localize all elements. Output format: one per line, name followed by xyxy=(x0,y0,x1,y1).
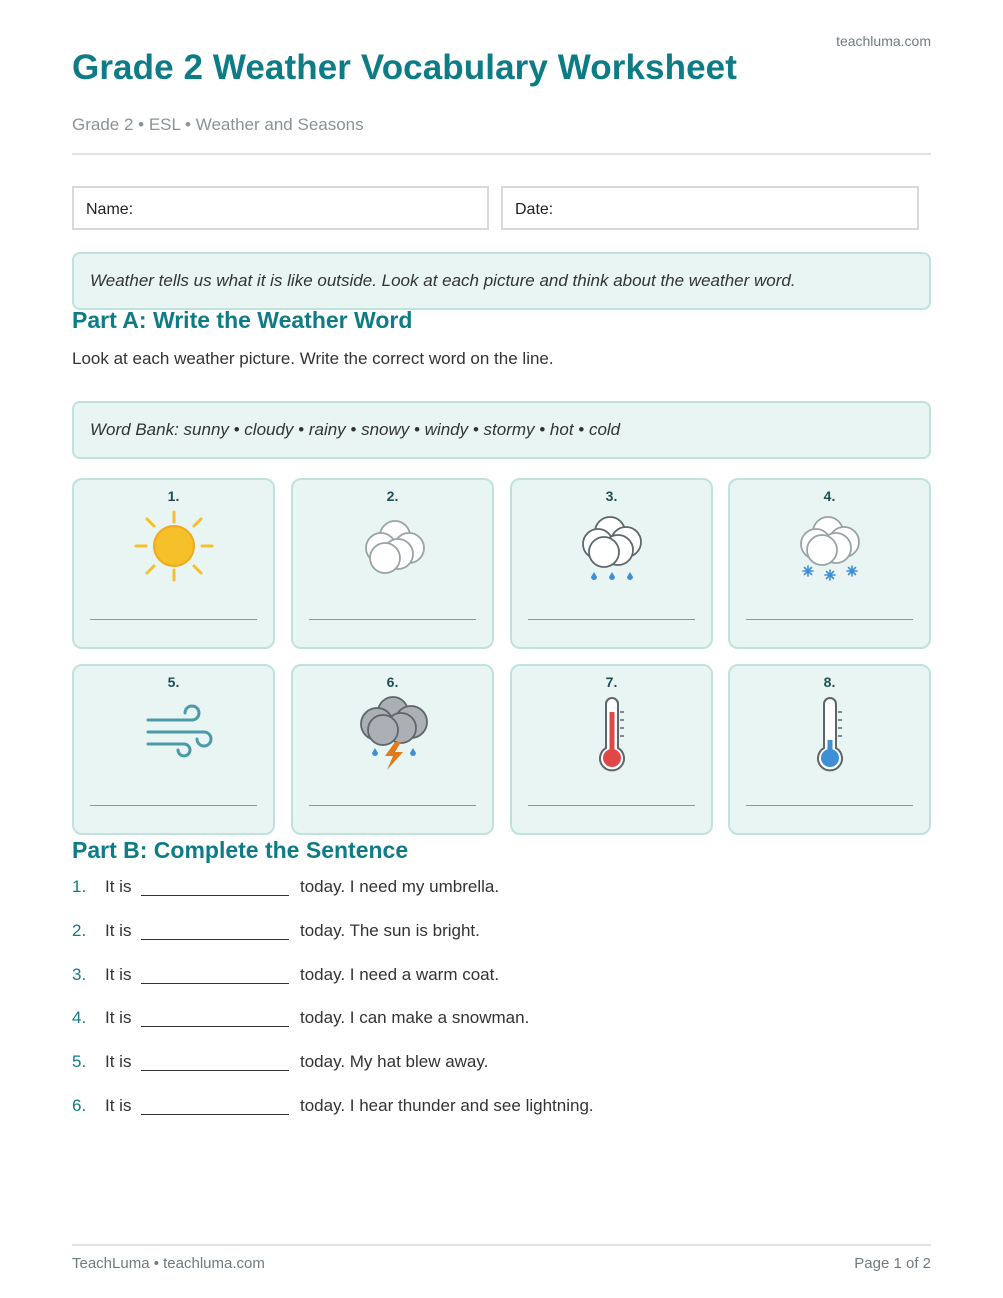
part-b-heading: Part B: Complete the Sentence xyxy=(72,837,409,863)
cold-thermometer-icon xyxy=(780,690,880,774)
part-a-heading: Part A: Write the Weather Word xyxy=(72,307,413,333)
answer-blank[interactable] xyxy=(141,895,289,896)
storm-cloud-icon xyxy=(343,690,443,774)
picture-card-7 xyxy=(510,664,713,835)
answer-line[interactable] xyxy=(746,805,913,806)
card-number: 8. xyxy=(823,674,836,690)
sentence-end: today. I need my umbrella. xyxy=(300,877,500,896)
page-meta: Grade 2 • ESL • Weather and Seasons xyxy=(72,115,364,134)
page-number: Page 1 of 2 xyxy=(854,1255,931,1272)
picture-card-8 xyxy=(728,664,931,835)
sentence-number: 2. xyxy=(72,921,87,940)
name-label: Name: xyxy=(86,201,134,218)
intro-text: Weather tells us what it is like outside. Look at each picture and think about the weather word. xyxy=(90,271,796,290)
sentence-start: It is xyxy=(105,877,132,896)
answer-blank[interactable] xyxy=(141,939,289,940)
wind-icon xyxy=(124,690,224,774)
answer-line[interactable] xyxy=(528,619,695,620)
picture-card-2 xyxy=(291,478,494,649)
answer-line[interactable] xyxy=(90,619,257,620)
picture-card-6 xyxy=(291,664,494,835)
answer-line[interactable] xyxy=(528,805,695,806)
sentence-number: 6. xyxy=(72,1096,87,1115)
card-number: 7. xyxy=(605,674,618,690)
answer-blank[interactable] xyxy=(141,983,289,984)
picture-card-3 xyxy=(510,478,713,649)
sentence-number: 3. xyxy=(72,965,87,984)
sentence-end: today. The sun is bright. xyxy=(300,921,480,940)
sentence-start: It is xyxy=(105,965,132,984)
header-divider xyxy=(72,153,931,155)
answer-line[interactable] xyxy=(746,619,913,620)
answer-line[interactable] xyxy=(90,805,257,806)
card-number: 6. xyxy=(386,674,399,690)
page-title: Grade 2 Weather Vocabulary Worksheet xyxy=(72,48,737,87)
date-label: Date: xyxy=(515,201,554,218)
sentence-end: today. I can make a snowman. xyxy=(300,1008,530,1027)
card-number: 1. xyxy=(167,488,180,504)
sentence-start: It is xyxy=(105,1008,132,1027)
answer-line[interactable] xyxy=(309,619,476,620)
card-number: 3. xyxy=(605,488,618,504)
sentence-end: today. I hear thunder and see lightning. xyxy=(300,1096,594,1115)
sentence-start: It is xyxy=(105,921,132,940)
footer-brand: TeachLuma • teachluma.com xyxy=(72,1255,265,1272)
answer-blank[interactable] xyxy=(141,1026,289,1027)
sentence-start: It is xyxy=(105,1096,132,1115)
footer-divider xyxy=(72,1244,931,1246)
picture-card-1 xyxy=(72,478,275,649)
card-number: 2. xyxy=(386,488,399,504)
answer-line[interactable] xyxy=(309,805,476,806)
snow-cloud-icon xyxy=(780,504,880,588)
sentence-end: today. I need a warm coat. xyxy=(300,965,500,984)
word-bank-text: Word Bank: sunny • cloudy • rainy • snowy • windy • stormy • hot • cold xyxy=(90,420,621,439)
answer-blank[interactable] xyxy=(141,1070,289,1071)
sun-icon xyxy=(124,504,224,588)
card-number: 5. xyxy=(167,674,180,690)
site-url: teachluma.com xyxy=(836,33,931,49)
date-field[interactable] xyxy=(501,186,919,230)
name-field[interactable] xyxy=(72,186,489,230)
rain-cloud-icon xyxy=(562,504,662,588)
sentence-end: today. My hat blew away. xyxy=(300,1052,489,1071)
card-number: 4. xyxy=(823,488,836,504)
picture-card-4 xyxy=(728,478,931,649)
sentence-number: 5. xyxy=(72,1052,87,1071)
cloud-icon xyxy=(343,504,443,588)
word-bank xyxy=(72,401,931,459)
intro-box xyxy=(72,252,931,310)
picture-card-5 xyxy=(72,664,275,835)
sentence-number: 4. xyxy=(72,1008,87,1027)
sentence-number: 1. xyxy=(72,877,87,896)
hot-thermometer-icon xyxy=(562,690,662,774)
sentence-start: It is xyxy=(105,1052,132,1071)
part-a-instruction: Look at each weather picture. Write the correct word on the line. xyxy=(72,349,554,368)
answer-blank[interactable] xyxy=(141,1114,289,1115)
